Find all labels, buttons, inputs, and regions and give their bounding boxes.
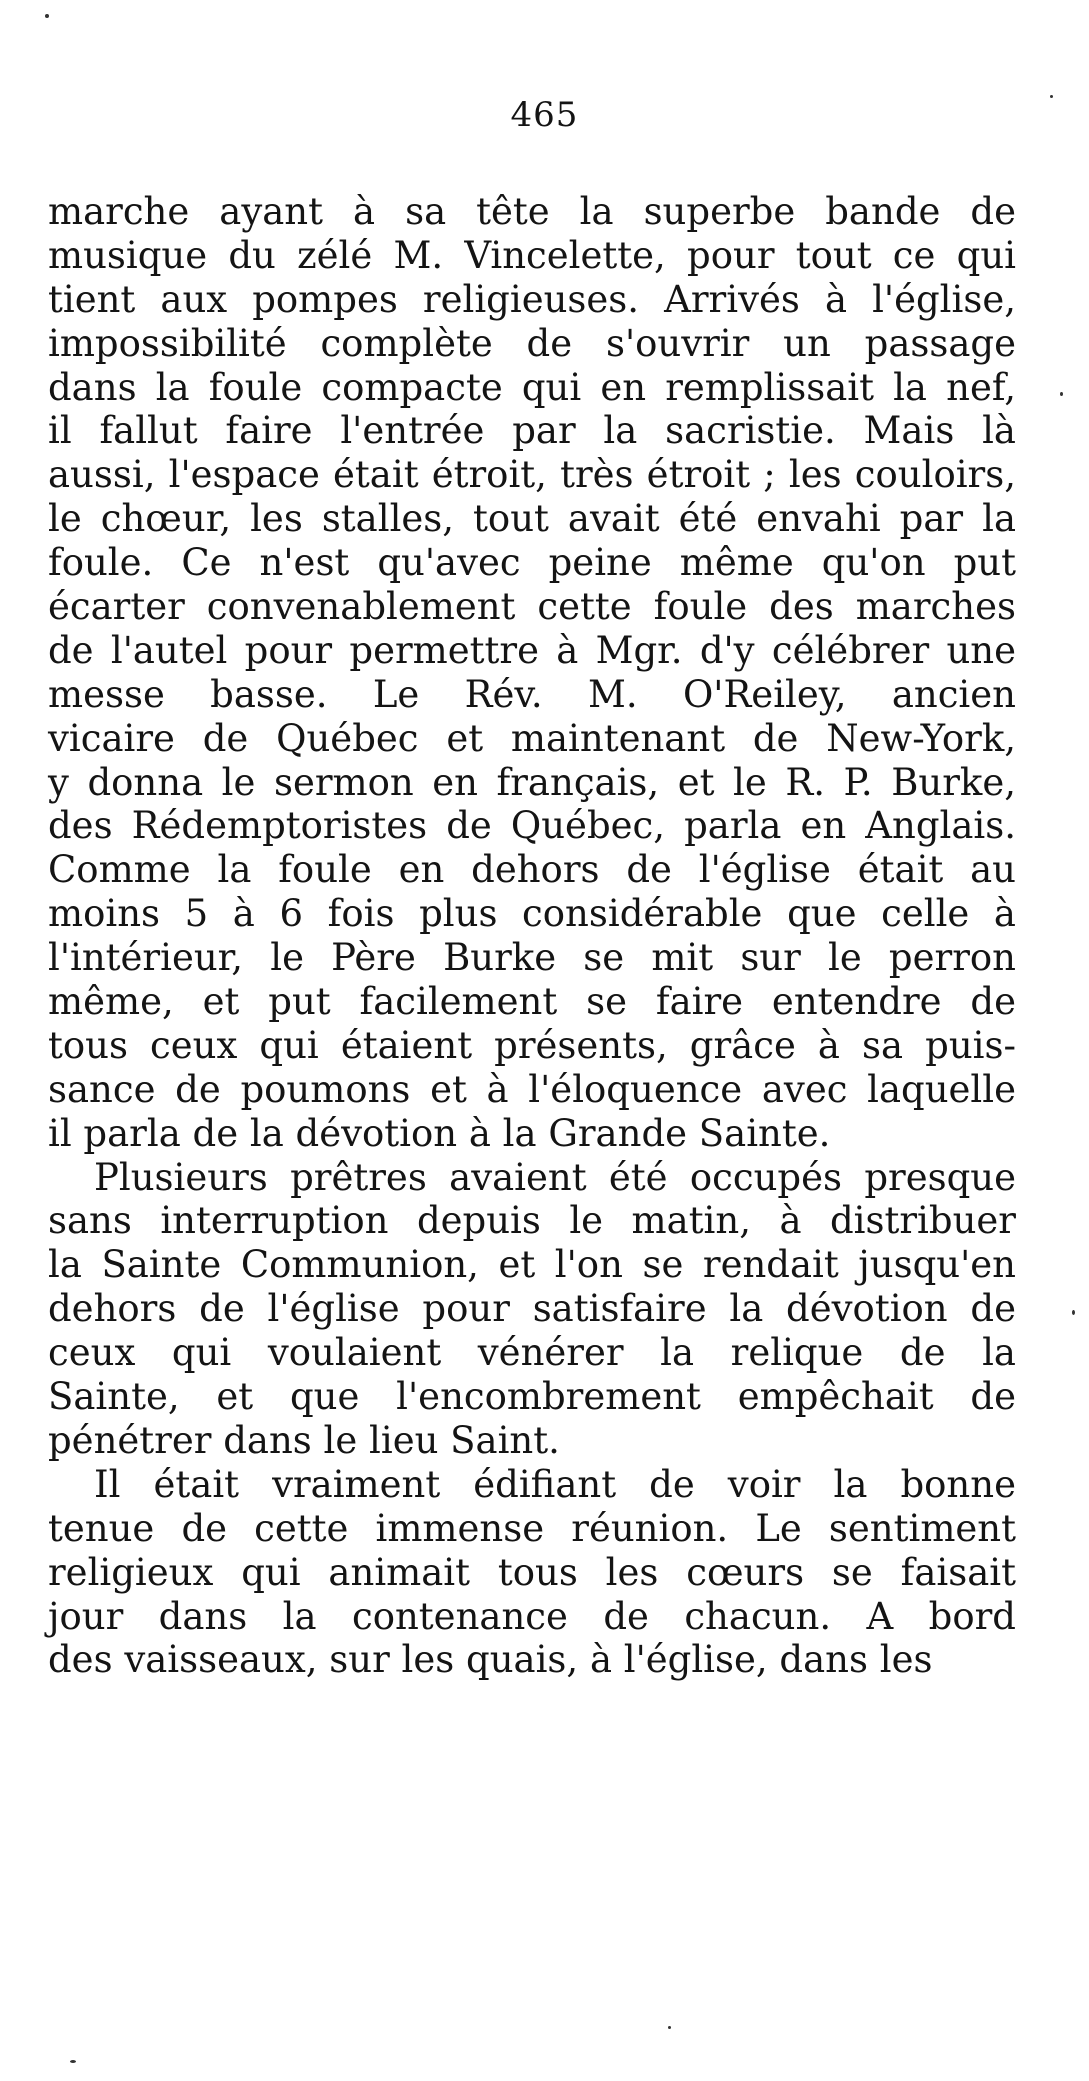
text-line: tenue de cette immense réunion. Le sentiment (48, 1506, 1016, 1550)
text-line: l'intérieur, le Père Burke se mit sur le perron (48, 936, 1016, 980)
paragraph (48, 190, 1016, 1156)
text-line: il fallut faire l'entrée par la sacristie. Mais là (48, 409, 1016, 453)
scan-speck (70, 2060, 76, 2063)
scan-speck (1072, 1310, 1075, 1315)
text-line: musique du zélé M. Vincelette, pour tout ce qui (48, 233, 1016, 277)
paragraph (48, 1463, 1016, 1682)
text-line: sance de poumons et à l'éloquence avec laquelle (48, 1067, 1016, 1111)
text-line: marche ayant à sa tête la superbe bande de (48, 190, 1016, 233)
scan-speck (668, 2026, 671, 2029)
scan-speck (1060, 392, 1063, 396)
text-line: aussi, l'espace était étroit, très étroit ; les couloirs, (48, 453, 1016, 497)
text-line: de l'autel pour permettre à Mgr. d'y célébrer une (48, 628, 1016, 672)
text-line: jour dans la contenance de chacun. A bord (48, 1594, 1016, 1638)
text-line: sans interruption depuis le matin, à distribuer (48, 1199, 1016, 1243)
text-line: moins 5 à 6 fois plus considérable que celle à (48, 892, 1016, 936)
text-line: tous ceux qui étaient présents, grâce à sa puis- (48, 1023, 1016, 1067)
text-line: pénétrer dans le lieu Saint. (48, 1418, 560, 1462)
text-line: la Sainte Communion, et l'on se rendait jusqu'en (48, 1243, 1016, 1287)
text-line: le chœur, les stalles, tout avait été envahi par la (48, 497, 1016, 541)
text-line: des vaisseaux, sur les quais, à l'église, dans les (48, 1638, 933, 1682)
text-line: écarter convenablement cette foule des marches (48, 585, 1016, 629)
paragraph (48, 1156, 1016, 1463)
text-line: il parla de la dévotion à la Grande Sainte. (48, 1111, 831, 1155)
text-line: des Rédemptoristes de Québec, parla en Anglais. (48, 804, 1016, 848)
text-line: religieux qui animait tous les cœurs se faisait (48, 1550, 1016, 1594)
text-line: dans la foule compacte qui en remplissait la nef, (48, 365, 1016, 409)
text-line: Comme la foule en dehors de l'église était au (48, 848, 1016, 892)
page-number: 465 (510, 95, 579, 135)
text-line: messe basse. Le Rév. M. O'Reiley, ancien (48, 672, 1016, 716)
text-line: dehors de l'église pour satisfaire la dévotion de (48, 1287, 1016, 1331)
scan-speck (1050, 95, 1053, 98)
text-line: même, et put facilement se faire entendre de (48, 980, 1016, 1024)
text-line: vicaire de Québec et maintenant de New-York, (48, 716, 1016, 760)
text-line: Il était vraiment édifiant de voir la bonne (94, 1462, 1016, 1506)
text-line: ceux qui voulaient vénérer la relique de la (48, 1331, 1016, 1375)
text-line: y donna le sermon en français, et le R. P. Burke, (48, 760, 1016, 804)
text-line: Sainte, et que l'encombrement empêchait de (48, 1375, 1016, 1419)
text-line: foule. Ce n'est qu'avec peine même qu'on put (48, 541, 1016, 585)
body-text (48, 190, 1016, 1682)
scan-speck (45, 14, 49, 18)
text-line: Plusieurs prêtres avaient été occupés presque (94, 1155, 1016, 1199)
text-line: tient aux pompes religieuses. Arrivés à l'église, (48, 277, 1016, 321)
text-line: impossibilité complète de s'ouvrir un passage (48, 321, 1016, 365)
